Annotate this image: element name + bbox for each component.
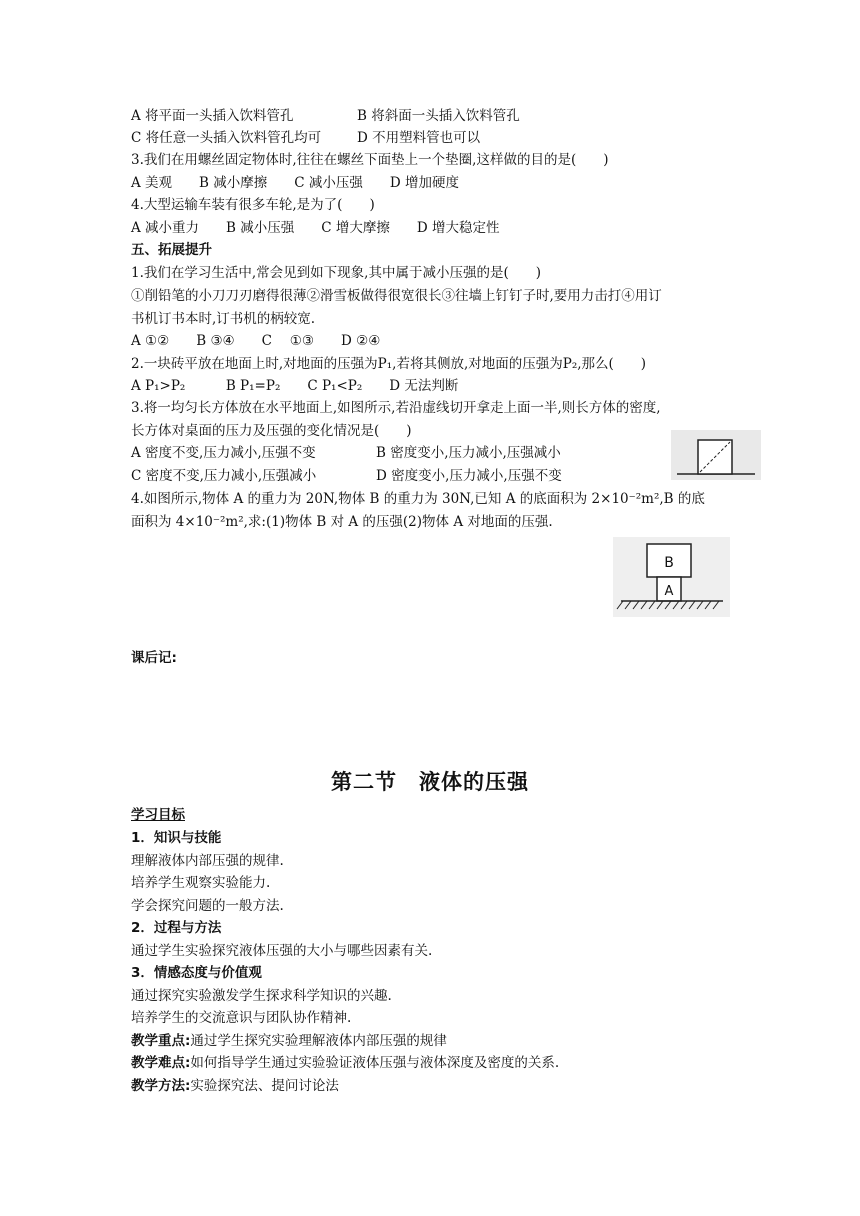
question-options: A 美观 B 减小摩擦 C 减小压强 D 增加硬度 — [131, 175, 459, 191]
option-b: B 将斜面一头插入饮料管孔 — [357, 108, 520, 124]
subheading: 3．情感态度与价值观 — [131, 965, 262, 981]
question-option — [131, 106, 520, 126]
goal-item: 培养学生观察实验能力. — [131, 875, 271, 891]
goal-item: 通过学生实验探究液体压强的大小与哪些因素有关. — [131, 943, 433, 959]
focus-text: 通过学生探究实验理解液体内部压强的规律 — [190, 1033, 447, 1049]
subheading: 1．知识与技能 — [131, 830, 222, 846]
subheading: 2．过程与方法 — [131, 920, 222, 936]
option-c: C 将任意一头插入饮料管孔均可 — [131, 130, 322, 146]
option-a: A 密度不变,压力减小,压强不变 — [131, 445, 316, 461]
teaching-difficulty — [131, 1053, 559, 1073]
question-option — [131, 466, 562, 486]
stacked-blocks-figure — [613, 537, 730, 617]
block-b-label: B — [664, 555, 674, 571]
focus-label: 教学重点: — [131, 1033, 191, 1049]
question-text: 面积为 4×10⁻²m²,求:(1)物体 B 对 A 的压强(2)物体 A 对地面的压强. — [131, 514, 553, 530]
option-d: D 密度变小,压力减小,压强不变 — [376, 468, 562, 484]
teaching-method — [131, 1076, 339, 1096]
option-c: C 密度不变,压力减小,压强减小 — [131, 468, 317, 484]
question-text: 3.我们在用螺丝固定物体时,往往在螺丝下面垫上一个垫圈,这样做的目的是( ) — [131, 152, 609, 168]
question-text: 4.如图所示,物体 A 的重力为 20N,物体 B 的重力为 30N,已知 A 的底面积为 2×10⁻²m²,B 的底 — [131, 491, 705, 507]
question-text: 1.我们在学习生活中,常会见到如下现象,其中属于减小压强的是( ) — [131, 265, 541, 281]
question-text: 2.一块砖平放在地面上时,对地面的压强为P₁,若将其侧放,对地面的压强为P₂,那么( ) — [131, 356, 647, 372]
question-text: 4.大型运输车装有很多车轮,是为了( ) — [131, 197, 375, 213]
option-b: B 密度变小,压力减小,压强减小 — [376, 445, 561, 461]
goals-heading: 学习目标 — [131, 807, 185, 823]
goal-item: 通过探究实验激发学生探求科学知识的兴趣. — [131, 988, 392, 1004]
section-title: 第二节 液体的压强 — [331, 770, 529, 794]
option-a: A 将平面一头插入饮料管孔 — [131, 108, 294, 124]
goal-item: 学会探究问题的一般方法. — [131, 898, 284, 914]
question-options: A ①② B ③④ C ①③ D ②④ — [131, 333, 381, 349]
difficulty-label: 教学难点: — [131, 1055, 191, 1071]
goal-item: 理解液体内部压强的规律. — [131, 853, 284, 869]
question-options: A P₁>P₂ B P₁=P₂ C P₁<P₂ D 无法判断 — [131, 378, 459, 394]
section-heading: 五、拓展提升 — [131, 242, 212, 258]
method-text: 实验探究法、提问讨论法 — [190, 1078, 339, 1094]
goal-item: 培养学生的交流意识与团队协作精神. — [131, 1010, 352, 1026]
question-option — [131, 443, 561, 463]
block-a-label: A — [664, 584, 674, 599]
question-text: 书机订书本时,订书机的柄较宽. — [131, 311, 316, 327]
difficulty-text: 如何指导学生通过实验验证液体压强与液体深度及密度的关系. — [190, 1055, 560, 1071]
method-label: 教学方法: — [131, 1078, 191, 1094]
question-option — [131, 128, 481, 148]
question-options: A 减小重力 B 减小压强 C 增大摩擦 D 增大稳定性 — [131, 220, 500, 236]
question-text: 长方体对桌面的压力及压强的变化情况是( ) — [131, 423, 412, 439]
option-d: D 不用塑料管也可以 — [357, 130, 481, 146]
question-text: ①削铅笔的小刀刀刃磨得很薄②滑雪板做得很宽很长③往墙上钉钉子时,要用力击打④用订 — [131, 288, 662, 304]
after-class-note: 课后记: — [131, 650, 177, 666]
teaching-focus — [131, 1031, 447, 1051]
question-text: 3.将一均匀长方体放在水平地面上,如图所示,若沿虚线切开拿走上面一半,则长方体的密度, — [131, 400, 661, 416]
cuboid-figure — [671, 430, 761, 480]
